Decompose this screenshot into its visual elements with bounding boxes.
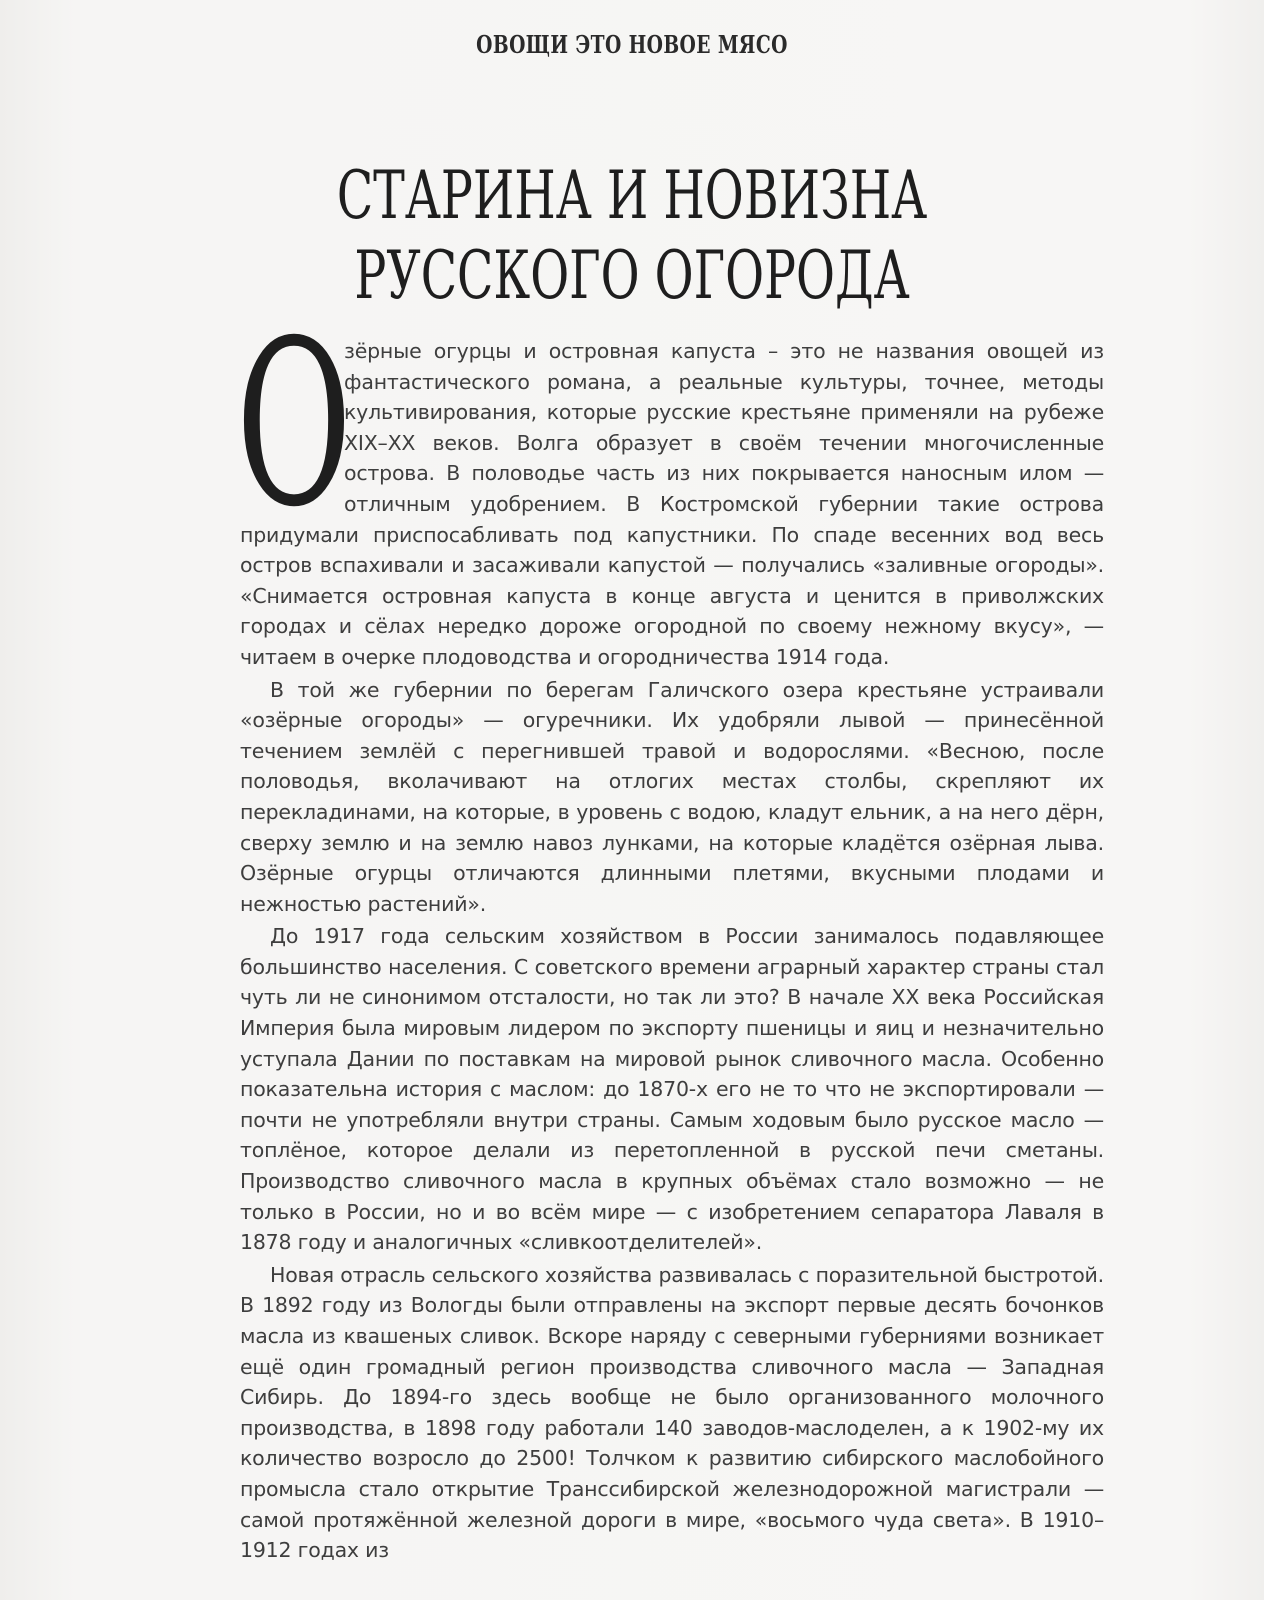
- paragraph-3: До 1917 года сельским хозяйством в России занималось подавляющее большинство населения. С советского времени аграрный характер страны стал чуть ли не синонимом отсталости, но так ли это? В начале XX века Российская Империя была мировым лидером по экспорту пшеницы и яиц и незначительно уступала Дании по поставкам на мировой рынок сливочного масла. Особенно показательна история с маслом: до 1870-х его не то что не экспортировали — почти не употребляли внутри страны. Самым ходовым было русское масло — топлёное, которое делали из перетопленной в русской печи сметаны. Производство сливочного масла в крупных объёмах стало возможно — не только в России, но и во всём мире — с изобретением сепаратора Лаваля в 1878 году и аналогичных «сливкоотделителей».: [240, 924, 1104, 1255]
- chapter-title: [0, 156, 1264, 316]
- chapter-title-line-2: РУССКОГО ОГОРОДА: [354, 237, 910, 314]
- paragraph-4: Новая отрасль сельского хозяйства развивалась с поразительной быстротой. В 1892 году из Вологды были отправлены на экспорт первые десять бочонков масла из квашеных сливок. Вскоре наряду с северными губерниями возникает ещё один громадный регион производства сливочного масла — Западная Сибирь. До 1894-го здесь вообще не было организованного молочного производства, в 1898 году работали 140 заводов-маслоделен, а к 1902-му их количество возросло до 2500! Толчком к развитию сибирского маслобойного промысла стало открытие Транссибирской железнодорожной магистрали — самой протяжённой железной дороги в мире, «восьмого чуда света». В 1910–1912 годах из: [240, 1262, 1104, 1563]
- drop-cap: О: [236, 291, 352, 557]
- paragraph-1: [236, 291, 1104, 673]
- body-text: [236, 291, 1104, 1568]
- paragraph-2: В той же губернии по берегам Галичского озера крестьяне устраивали «озёрные огороды» — огуречники. Их удобряли лывой — принесённой течением землёй с перегнившей травой и водорослями. «Весною, после половодья, вколачивают на отлогих местах столбы, скрепляют их перекладинами, на которые, в уровень с водою, кладут ельник, а на него дёрн, сверху землю и на землю навоз лунками, на которые кладётся озёрная лыва. Озёрные огурцы отличаются длинными плетями, вкусными плодами и нежностью растений».: [240, 677, 1104, 916]
- chapter-title-line-1: СТАРИНА И НОВИЗНА: [336, 157, 928, 234]
- running-header: ОВОЩИ ЭТО НОВОЕ МЯСО: [476, 30, 788, 59]
- paragraph-1-text: зёрные огурцы и островная капуста – это не названия овощей из фантастического романа, а реальные культуры, точнее, методы культивирования, которые русские крестьяне применяли на рубеже XIX–XX веков. Волга образует в своём течении многочисленные острова. В половодье часть из них покрывается наносным илом — отличным удобрением. В Костромской губернии такие острова придумали приспосабливать под капустники. По спаде весенних вод весь остров вспахивали и засаживали капустой — получались «заливные огороды». «Снимается островная капуста в конце августа и ценится в приволжских городах и сёлах нередко дороже огородной по своему нежному вкусу», — читаем в очерке плодоводства и огородничества 1914 года.: [240, 339, 1104, 669]
